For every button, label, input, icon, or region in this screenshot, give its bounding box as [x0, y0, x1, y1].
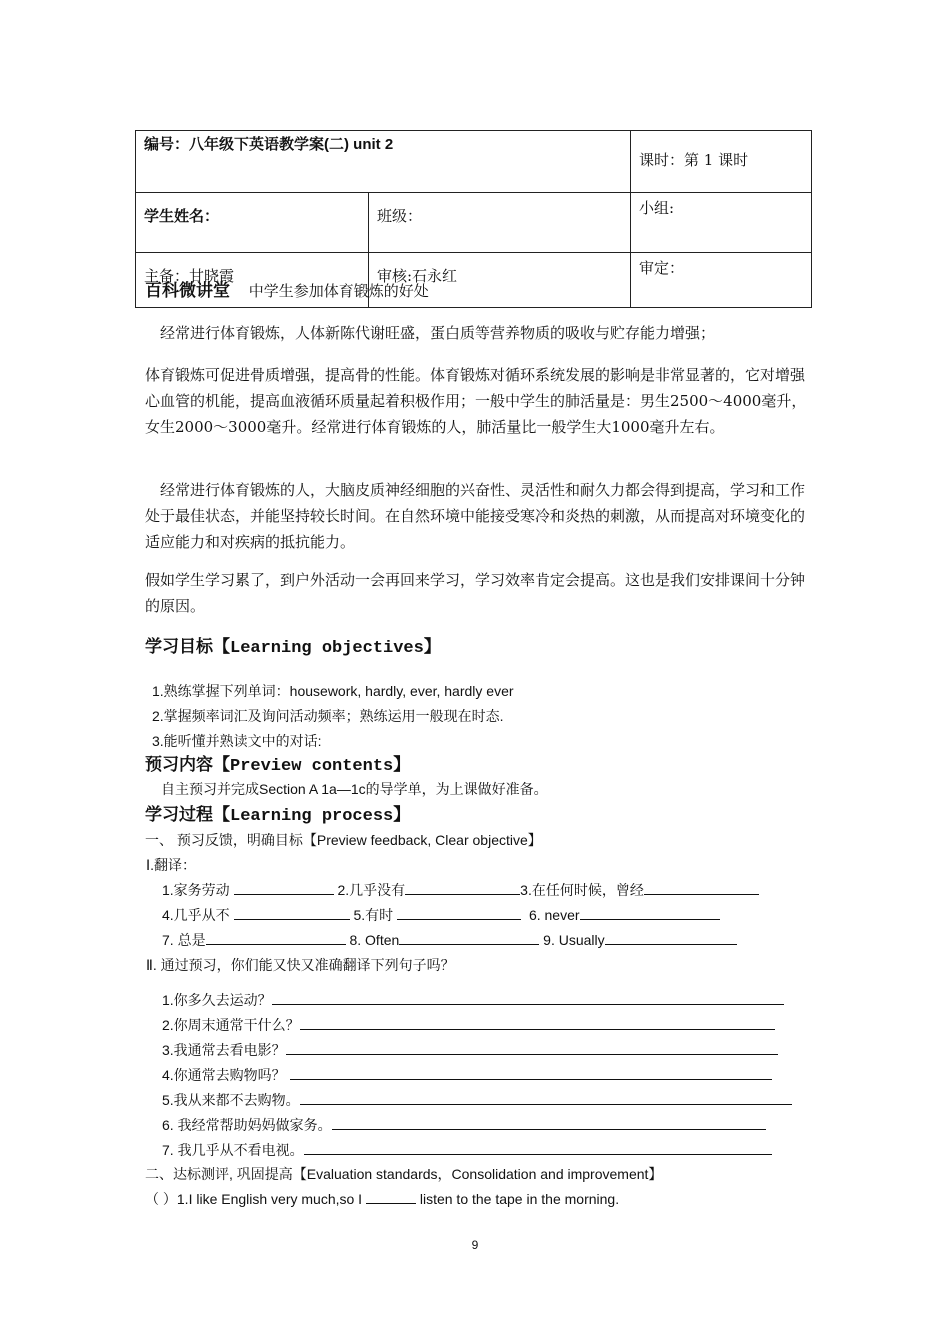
- process-heading: [145, 802, 810, 830]
- vocab-item: 6. never: [528, 907, 580, 923]
- sentence-row: [162, 1115, 766, 1135]
- answer-blank[interactable]: [290, 1065, 772, 1080]
- sentence-row: [162, 1040, 778, 1060]
- answer-blank[interactable]: [234, 880, 334, 895]
- preview-text: 自主预习并完成Section A 1a—1c的导学单，为上课做好准备。: [161, 781, 548, 797]
- vocab-row-1: [162, 880, 759, 900]
- student-name-field[interactable]: 学生姓名：: [136, 193, 369, 253]
- intro-paragraph-3: 经常进行体育锻炼的人，大脑皮质神经细胞的兴奋性、灵活性和耐久力都会得到提高，学习和工作处于最佳状态，并能坚持较长时间。在自然环境中能接受寒冷和炎热的刺激，从而提高对环境变化的适应能力和对疾病的抵抗能力。: [145, 481, 806, 551]
- answer-blank[interactable]: [300, 1015, 775, 1030]
- sentence-prompt: 5.我从来都不去购物。: [162, 1092, 300, 1108]
- answer-blank[interactable]: [304, 1140, 772, 1155]
- question-1-suffix: listen to the tape in the morning.: [419, 1191, 620, 1207]
- process-heading-cn: 学习过程: [145, 805, 213, 825]
- answer-blank[interactable]: [300, 1090, 792, 1105]
- preview-heading: [145, 752, 810, 780]
- objective-item: 2.掌握频率词汇及询问活动频率；熟练运用一般现在时态.: [152, 708, 504, 724]
- question-1: [145, 1189, 619, 1209]
- objective-item: 1.熟练掌握下列单词：housework, hardly, ever, hardly ever: [152, 683, 514, 699]
- answer-blank[interactable]: [206, 930, 346, 945]
- objective-item: 3.能听懂并熟读文中的对话:: [152, 733, 322, 749]
- sentence-row: [162, 1065, 772, 1085]
- answer-blank[interactable]: [405, 880, 520, 895]
- sentence-prompt: 4.你通常去购物吗？: [162, 1067, 286, 1083]
- class-field[interactable]: 班级：: [369, 193, 631, 253]
- preview-heading-en: 【Preview contents】: [213, 757, 411, 776]
- sentence-row: [162, 1015, 775, 1035]
- sentence-translate-title: Ⅱ. 通过预习，你们能又快又准确翻译下列句子吗？: [146, 957, 455, 973]
- answer-blank[interactable]: [399, 930, 539, 945]
- answer-blank[interactable]: [286, 1040, 778, 1055]
- author-cell: 主备：甘晓霞: [136, 253, 369, 308]
- answer-blank[interactable]: [272, 990, 784, 1005]
- intro-heading-line: [145, 278, 810, 304]
- intro-paragraph-4: 假如学生学习累了，到户外活动一会再回来学习，学习效率肯定会提高。这也是我们安排课间十分钟的原因。: [145, 571, 806, 615]
- sentence-row: [162, 1140, 772, 1160]
- answer-blank[interactable]: [366, 1189, 416, 1204]
- vocab-item: 1.家务劳动: [162, 882, 230, 898]
- sentence-prompt: 3.我通常去看电影？: [162, 1042, 286, 1058]
- sentence-row: [162, 1090, 792, 1110]
- intro-subtitle: 中学生参加体育锻炼的好处: [248, 282, 429, 300]
- objectives-heading-cn: 学习目标: [145, 637, 213, 657]
- answer-blank[interactable]: [397, 905, 521, 920]
- intro-heading: 百科微讲堂: [145, 281, 230, 301]
- objectives-heading: [145, 634, 810, 662]
- answer-blank[interactable]: [644, 880, 759, 895]
- sentence-prompt: 6. 我经常帮助妈妈做家务。: [162, 1117, 332, 1133]
- part1-title: 一、 预习反馈，明确目标【Preview feedback, Clear objective】: [145, 832, 542, 848]
- vocab-row-3: [162, 930, 737, 950]
- vocab-item: 7. 总是: [162, 932, 206, 948]
- vocab-row-2: [162, 905, 720, 925]
- intro-paragraph-1: 经常进行体育锻炼，人体新陈代谢旺盛，蛋白质等营养物质的吸收与贮存能力增强；: [160, 324, 716, 342]
- sentence-prompt: 1.你多久去运动？: [162, 992, 272, 1008]
- group-field[interactable]: 小组:: [631, 193, 812, 253]
- vocab-item: 3.在任何时候，曾经: [520, 882, 644, 898]
- intro-paragraph-2: 体育锻炼可促进骨质增强，提高骨的性能。体育锻炼对循环系统发展的影响是非常显著的，它对增强心血管的机能，提高血液循环质量起着积极作用；一般中学生的肺活量是：男生2500～4000毫升，女生2000～3000毫升。经常进行体育锻炼的人，肺活量比一般学生大1000毫升左右。: [145, 366, 807, 436]
- answer-blank[interactable]: [332, 1115, 766, 1130]
- preview-heading-cn: 预习内容: [145, 755, 213, 775]
- lesson-number: 课时：第 1 课时: [631, 131, 812, 193]
- sentence-prompt: 7. 我几乎从不看电视。: [162, 1142, 304, 1158]
- answer-blank[interactable]: [605, 930, 737, 945]
- sentence-row: [162, 990, 784, 1010]
- approve-cell: 审定：: [631, 253, 812, 308]
- objectives-heading-en: 【Learning objectives】: [213, 639, 441, 658]
- translate-title: Ⅰ.翻译：: [146, 857, 197, 873]
- part2-title: 二、达标测评, 巩固提高【Evaluation standards，Consolidation and improvement】: [145, 1166, 663, 1182]
- page-number: 9: [471, 1238, 479, 1252]
- vocab-item: 2.几乎没有: [337, 882, 406, 898]
- worksheet-title: 编号：八年级下英语教学案(二) unit 2: [136, 131, 631, 193]
- vocab-item: 9. Usually: [543, 932, 605, 948]
- answer-blank[interactable]: [234, 905, 350, 920]
- answer-blank[interactable]: [580, 905, 720, 920]
- vocab-item: 8. Often: [349, 932, 400, 948]
- sentence-prompt: 2.你周末通常干什么？: [162, 1017, 300, 1033]
- vocab-item: 5.有时: [353, 907, 394, 923]
- vocab-item: 4.几乎从不: [162, 907, 230, 923]
- reviewer-cell: 审核:石永红: [369, 253, 631, 308]
- process-heading-en: 【Learning process】: [213, 807, 411, 826]
- question-1-prefix: （ ）1.I like English very much,so I: [145, 1191, 363, 1207]
